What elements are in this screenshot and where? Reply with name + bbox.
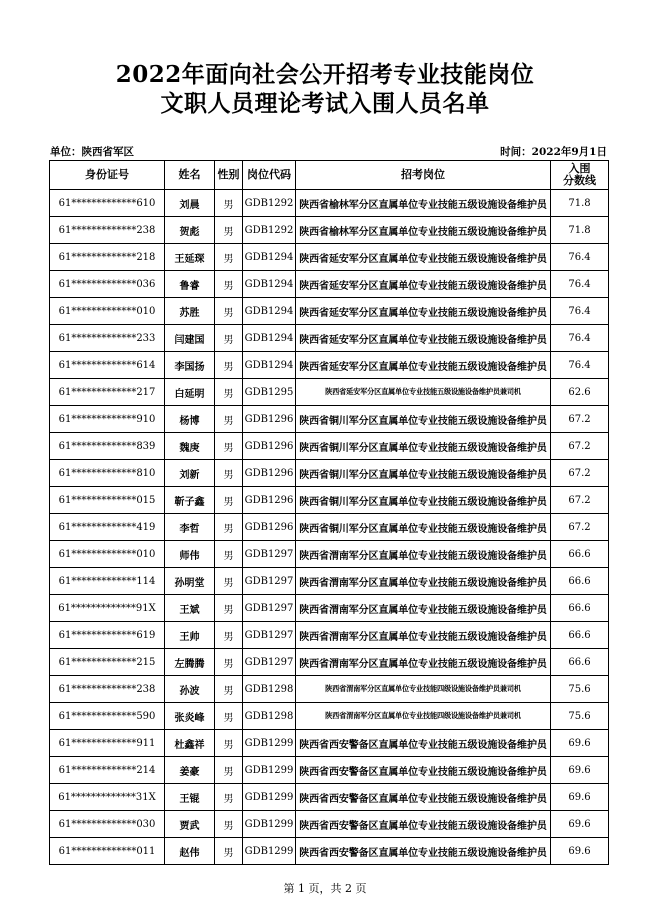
cell-position-code: GDB1299 <box>243 730 296 757</box>
cell-id: 61*************218 <box>50 244 165 271</box>
cell-gender: 男 <box>215 298 243 325</box>
cell-position-code: GDB1292 <box>243 217 296 244</box>
table-header-row <box>50 161 609 190</box>
cell-position: 陕西省渭南军分区直属单位专业技能五级设施设备维护员 <box>296 541 551 568</box>
cell-gender: 男 <box>215 811 243 838</box>
table-row <box>50 298 609 325</box>
cell-score: 69.6 <box>551 757 609 784</box>
cell-name: 孙波 <box>165 676 215 703</box>
cell-position: 陕西省铜川军分区直属单位专业技能五级设施设备维护员 <box>296 514 551 541</box>
cell-score: 67.2 <box>551 460 609 487</box>
table-row <box>50 811 609 838</box>
cell-score: 66.6 <box>551 649 609 676</box>
cell-name: 刘晨 <box>165 190 215 217</box>
cell-gender: 男 <box>215 379 243 406</box>
cell-id: 61*************31X <box>50 784 165 811</box>
cell-id: 61*************215 <box>50 649 165 676</box>
cell-position: 陕西省铜川军分区直属单位专业技能五级设施设备维护员 <box>296 460 551 487</box>
cell-id: 61*************011 <box>50 838 165 865</box>
cell-position-code: GDB1294 <box>243 271 296 298</box>
cell-name: 王锟 <box>165 784 215 811</box>
unit-label: 单位：陕西省军区 <box>50 146 134 158</box>
cell-score: 76.4 <box>551 244 609 271</box>
cell-name: 白延明 <box>165 379 215 406</box>
cell-name: 杜鑫祥 <box>165 730 215 757</box>
table-row <box>50 487 609 514</box>
cell-name: 贺彪 <box>165 217 215 244</box>
cell-position: 陕西省西安警备区直属单位专业技能五级设施设备维护员 <box>296 811 551 838</box>
cell-score: 69.6 <box>551 838 609 865</box>
cell-position-code: GDB1294 <box>243 325 296 352</box>
cell-gender: 男 <box>215 271 243 298</box>
cell-position: 陕西省铜川军分区直属单位专业技能五级设施设备维护员 <box>296 406 551 433</box>
cell-id: 61*************217 <box>50 379 165 406</box>
cell-gender: 男 <box>215 406 243 433</box>
cell-gender: 男 <box>215 514 243 541</box>
cell-position-code: GDB1297 <box>243 568 296 595</box>
cell-name: 刘新 <box>165 460 215 487</box>
table-row <box>50 433 609 460</box>
cell-position: 陕西省铜川军分区直属单位专业技能五级设施设备维护员 <box>296 487 551 514</box>
cell-position-code: GDB1297 <box>243 649 296 676</box>
cell-id: 61*************233 <box>50 325 165 352</box>
cell-position-code: GDB1298 <box>243 703 296 730</box>
table-row <box>50 379 609 406</box>
cell-score: 76.4 <box>551 298 609 325</box>
cell-position-code: GDB1296 <box>243 487 296 514</box>
cell-position: 陕西省西安警备区直属单位专业技能五级设施设备维护员 <box>296 838 551 865</box>
cell-id: 61*************614 <box>50 352 165 379</box>
cell-position-code: GDB1297 <box>243 541 296 568</box>
header-name: 姓名 <box>165 161 215 190</box>
table-row <box>50 730 609 757</box>
cell-id: 61*************910 <box>50 406 165 433</box>
cell-gender: 男 <box>215 541 243 568</box>
cell-score: 67.2 <box>551 487 609 514</box>
cell-position-code: GDB1292 <box>243 190 296 217</box>
cell-score: 66.6 <box>551 595 609 622</box>
cell-position-code: GDB1295 <box>243 379 296 406</box>
cell-gender: 男 <box>215 568 243 595</box>
cell-position-code: GDB1299 <box>243 838 296 865</box>
cell-position-code: GDB1294 <box>243 298 296 325</box>
document-title-line-1: 2022年面向社会公开招考专业技能岗位 <box>115 61 535 88</box>
cell-gender: 男 <box>215 703 243 730</box>
cell-position: 陕西省榆林军分区直属单位专业技能五级设施设备维护员 <box>296 217 551 244</box>
cell-score: 66.6 <box>551 568 609 595</box>
header-score-line-2: 分数线 <box>563 174 596 187</box>
cell-name: 王帅 <box>165 622 215 649</box>
cell-position: 陕西省渭南军分区直属单位专业技能四级设施设备维护员兼司机 <box>296 676 551 703</box>
cell-position-code: GDB1296 <box>243 514 296 541</box>
table-row <box>50 838 609 865</box>
cell-id: 61*************619 <box>50 622 165 649</box>
cell-position-code: GDB1299 <box>243 784 296 811</box>
cell-name: 杨博 <box>165 406 215 433</box>
cell-name: 赵伟 <box>165 838 215 865</box>
cell-position: 陕西省西安警备区直属单位专业技能五级设施设备维护员 <box>296 757 551 784</box>
cell-gender: 男 <box>215 595 243 622</box>
cell-position-code: GDB1297 <box>243 622 296 649</box>
table-row <box>50 541 609 568</box>
cell-gender: 男 <box>215 757 243 784</box>
header-id: 身份证号 <box>50 161 165 190</box>
cell-position: 陕西省铜川军分区直属单位专业技能五级设施设备维护员 <box>296 433 551 460</box>
cell-id: 61*************839 <box>50 433 165 460</box>
cell-id: 61*************114 <box>50 568 165 595</box>
table-row <box>50 406 609 433</box>
cell-score: 66.6 <box>551 541 609 568</box>
cell-position: 陕西省延安军分区直属单位专业技能五级设施设备维护员兼司机 <box>296 379 551 406</box>
cell-gender: 男 <box>215 487 243 514</box>
cell-position-code: GDB1296 <box>243 460 296 487</box>
cell-name: 孙明堂 <box>165 568 215 595</box>
header-position: 招考岗位 <box>296 161 551 190</box>
cell-name: 闫建国 <box>165 325 215 352</box>
cell-score: 67.2 <box>551 406 609 433</box>
table-row <box>50 217 609 244</box>
cell-score: 71.8 <box>551 190 609 217</box>
cell-name: 李国扬 <box>165 352 215 379</box>
page-footer: 第 1 页，共 2 页 <box>283 882 367 895</box>
table-row <box>50 649 609 676</box>
cell-name: 贾武 <box>165 811 215 838</box>
cell-gender: 男 <box>215 784 243 811</box>
header-score-line-1: 入围 <box>568 162 591 175</box>
cell-position: 陕西省渭南军分区直属单位专业技能四级设施设备维护员兼司机 <box>296 703 551 730</box>
cell-id: 61*************214 <box>50 757 165 784</box>
cell-name: 苏胜 <box>165 298 215 325</box>
cell-name: 张炎峰 <box>165 703 215 730</box>
table-row <box>50 676 609 703</box>
cell-name: 王斌 <box>165 595 215 622</box>
cell-id: 61*************810 <box>50 460 165 487</box>
cell-name: 师伟 <box>165 541 215 568</box>
table-row <box>50 352 609 379</box>
cell-id: 61*************911 <box>50 730 165 757</box>
cell-score: 69.6 <box>551 784 609 811</box>
cell-id: 61*************030 <box>50 811 165 838</box>
cell-position: 陕西省延安军分区直属单位专业技能五级设施设备维护员 <box>296 352 551 379</box>
cell-score: 67.2 <box>551 514 609 541</box>
cell-gender: 男 <box>215 460 243 487</box>
cell-position-code: GDB1299 <box>243 757 296 784</box>
cell-score: 75.6 <box>551 676 609 703</box>
cell-id: 61*************036 <box>50 271 165 298</box>
header-score <box>551 161 609 190</box>
cell-gender: 男 <box>215 622 243 649</box>
cell-gender: 男 <box>215 838 243 865</box>
cell-score: 71.8 <box>551 217 609 244</box>
table-row <box>50 244 609 271</box>
cell-id: 61*************238 <box>50 217 165 244</box>
cell-position: 陕西省延安军分区直属单位专业技能五级设施设备维护员 <box>296 271 551 298</box>
cell-position-code: GDB1298 <box>243 676 296 703</box>
table-row <box>50 757 609 784</box>
cell-gender: 男 <box>215 325 243 352</box>
date-label: 时间：2022年9月1日 <box>500 146 607 158</box>
cell-id: 61*************91X <box>50 595 165 622</box>
cell-score: 62.6 <box>551 379 609 406</box>
cell-name: 靳子鑫 <box>165 487 215 514</box>
table-row <box>50 784 609 811</box>
cell-gender: 男 <box>215 190 243 217</box>
cell-score: 69.6 <box>551 730 609 757</box>
cell-score: 76.4 <box>551 271 609 298</box>
cell-position: 陕西省榆林军分区直属单位专业技能五级设施设备维护员 <box>296 190 551 217</box>
cell-position-code: GDB1297 <box>243 595 296 622</box>
cell-id: 61*************015 <box>50 487 165 514</box>
cell-name: 左腾腾 <box>165 649 215 676</box>
cell-score: 76.4 <box>551 325 609 352</box>
cell-position: 陕西省西安警备区直属单位专业技能五级设施设备维护员 <box>296 730 551 757</box>
cell-position-code: GDB1299 <box>243 811 296 838</box>
cell-gender: 男 <box>215 433 243 460</box>
cell-gender: 男 <box>215 730 243 757</box>
cell-position-code: GDB1296 <box>243 433 296 460</box>
header-position-code: 岗位代码 <box>243 161 296 190</box>
cell-gender: 男 <box>215 649 243 676</box>
cell-position: 陕西省西安警备区直属单位专业技能五级设施设备维护员 <box>296 784 551 811</box>
cell-position: 陕西省延安军分区直属单位专业技能五级设施设备维护员 <box>296 325 551 352</box>
cell-id: 61*************010 <box>50 298 165 325</box>
cell-id: 61*************590 <box>50 703 165 730</box>
cell-position: 陕西省延安军分区直属单位专业技能五级设施设备维护员 <box>296 244 551 271</box>
cell-gender: 男 <box>215 217 243 244</box>
cell-position: 陕西省渭南军分区直属单位专业技能五级设施设备维护员 <box>296 622 551 649</box>
cell-score: 75.6 <box>551 703 609 730</box>
cell-position: 陕西省延安军分区直属单位专业技能五级设施设备维护员 <box>296 298 551 325</box>
cell-name: 魏庚 <box>165 433 215 460</box>
candidate-table <box>49 160 609 865</box>
cell-position-code: GDB1294 <box>243 352 296 379</box>
table-row <box>50 595 609 622</box>
cell-name: 李哲 <box>165 514 215 541</box>
cell-position-code: GDB1294 <box>243 244 296 271</box>
cell-score: 69.6 <box>551 811 609 838</box>
document-title-line-2: 文职人员理论考试入围人员名单 <box>160 90 490 117</box>
table-row <box>50 514 609 541</box>
cell-score: 76.4 <box>551 352 609 379</box>
table-row <box>50 703 609 730</box>
cell-gender: 男 <box>215 244 243 271</box>
cell-position: 陕西省渭南军分区直属单位专业技能五级设施设备维护员 <box>296 568 551 595</box>
cell-name: 王延琛 <box>165 244 215 271</box>
cell-id: 61*************238 <box>50 676 165 703</box>
cell-gender: 男 <box>215 676 243 703</box>
cell-position: 陕西省渭南军分区直属单位专业技能五级设施设备维护员 <box>296 649 551 676</box>
table-row <box>50 325 609 352</box>
cell-score: 67.2 <box>551 433 609 460</box>
table-row <box>50 190 609 217</box>
cell-name: 姜豪 <box>165 757 215 784</box>
table-row <box>50 568 609 595</box>
table-row <box>50 622 609 649</box>
cell-gender: 男 <box>215 352 243 379</box>
cell-name: 鲁睿 <box>165 271 215 298</box>
table-row <box>50 271 609 298</box>
header-gender: 性别 <box>215 161 243 190</box>
cell-id: 61*************419 <box>50 514 165 541</box>
cell-id: 61*************610 <box>50 190 165 217</box>
cell-position-code: GDB1296 <box>243 406 296 433</box>
cell-position: 陕西省渭南军分区直属单位专业技能五级设施设备维护员 <box>296 595 551 622</box>
table-row <box>50 460 609 487</box>
cell-id: 61*************010 <box>50 541 165 568</box>
cell-score: 66.6 <box>551 622 609 649</box>
